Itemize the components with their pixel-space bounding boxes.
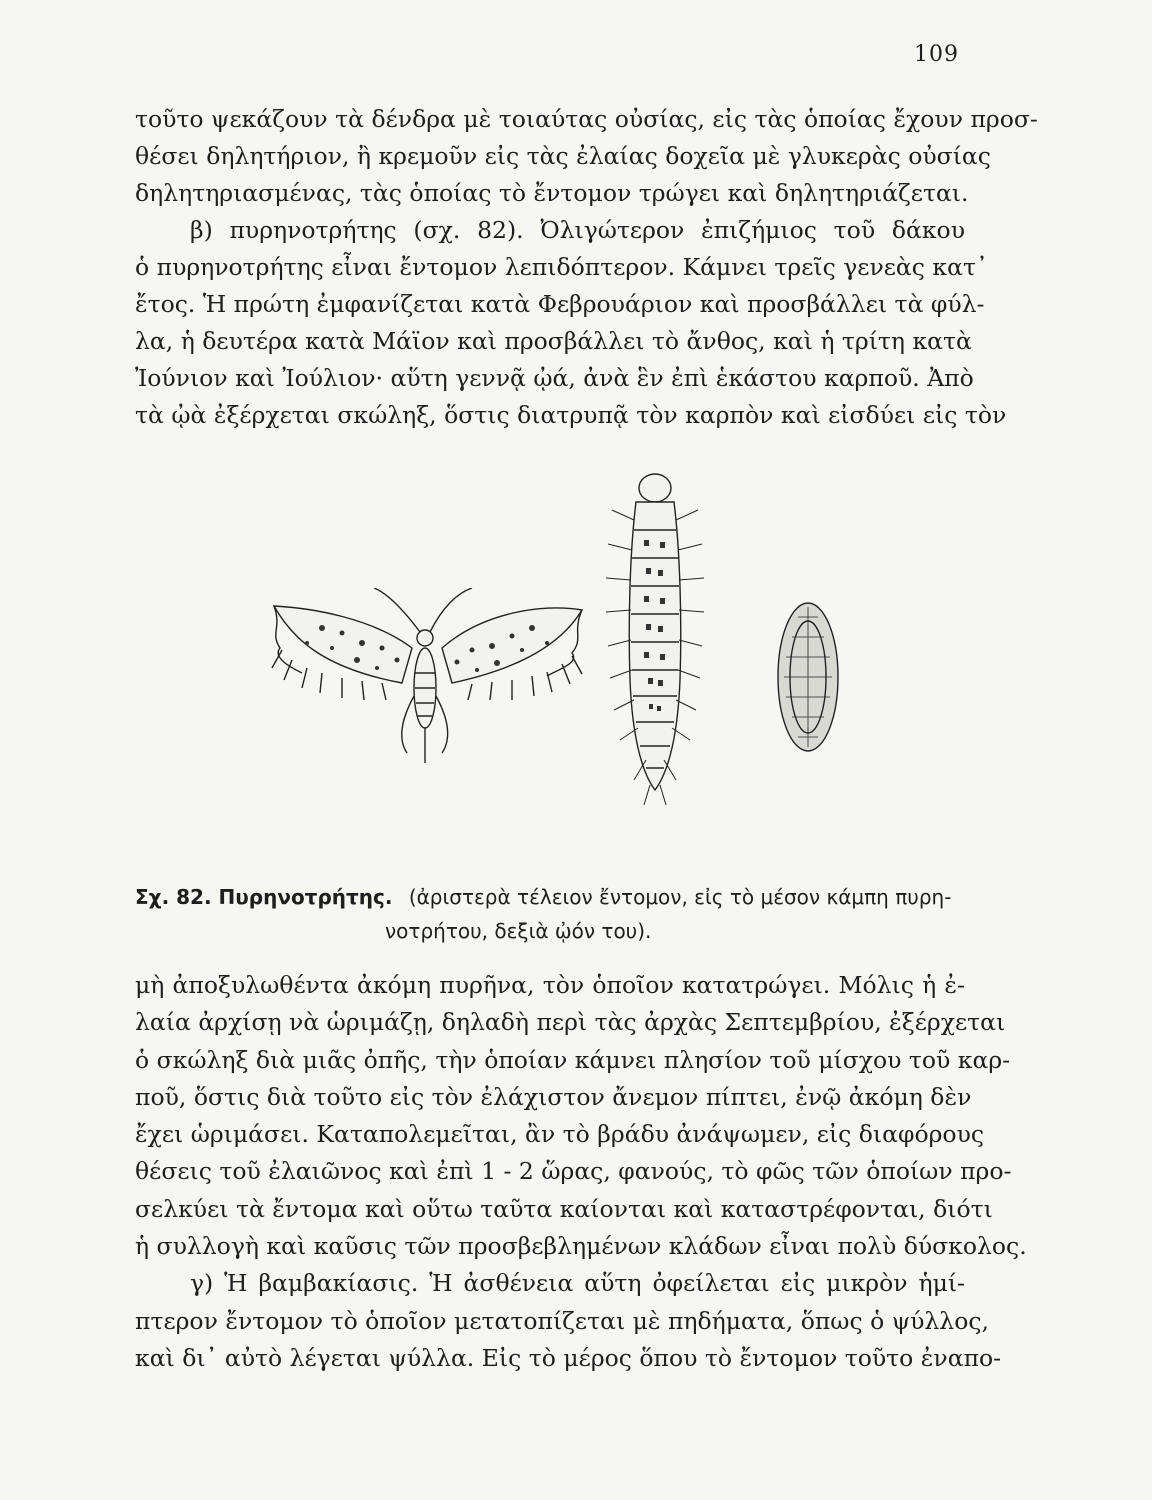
text-line: ποῦ, ὅστις διὰ τοῦτο εἰς τὸν ἐλάχιστον ἄνεμον πίπτει, ἐνῷ ἀκόμη δὲν xyxy=(135,1082,972,1111)
text-line: θέσεις τοῦ ἐλαιῶνος καὶ ἐπὶ 1 - 2 ὥρας, φανούς, τὸ φῶς τῶν ὁποίων προ- xyxy=(135,1157,1012,1186)
caption-label: Σχ. 82. Πυρηνοτρήτης. xyxy=(135,885,393,909)
text-line: μὴ ἀποξυλωθέντα ἀκόμη πυρῆνα, τὸν ὁποῖον κατατρώγει. Μόλις ἡ ἐ- xyxy=(135,971,965,999)
moth-illustration xyxy=(262,588,592,788)
page-number: 109 xyxy=(914,42,959,67)
text-line: β) πυρηνοτρήτης (σχ. 82). Ὀλιγώτερον ἐπιζήμιος τοῦ δάκου xyxy=(190,216,965,244)
top-paragraph xyxy=(135,101,1038,434)
text-line: ἡ συλλογὴ καὶ καῦσις τῶν προσβεβλημένων κλάδων εἶναι πολὺ δύσκολος. xyxy=(135,1232,1027,1261)
text-line: θέσει δηλητήριον, ἢ κρεμοῦν εἰς τὰς ἐλαίας δοχεῖα μὲ γλυκερὰς οὐσίας xyxy=(135,142,991,170)
larva-illustration xyxy=(600,470,710,810)
text-line: πτερον ἔντομον τὸ ὁποῖον μετατοπίζεται μὲ πηδήματα, ὅπως ὁ ψύλλος, xyxy=(135,1306,989,1335)
bottom-paragraph xyxy=(135,967,1027,1377)
text-line: γ) Ἡ βαμβακίασις. Ἡ ἀσθένεια αὕτη ὀφείλεται εἰς μικρὸν ἡμί- xyxy=(190,1269,965,1298)
text-line: λα, ἡ δευτέρα κατὰ Μάϊον καὶ προσβάλλει τὸ ἄνθος, καὶ ἡ τρίτη κατὰ xyxy=(135,327,972,355)
text-line: ἔχει ὡριμάσει. Καταπολεμεῖται, ἂν τὸ βράδυ ἀνάψωμεν, εἰς διαφόρους xyxy=(135,1120,985,1149)
text-line: ἔτος. Ἡ πρώτη ἐμφανίζεται κατὰ Φεβρουάριον καὶ προσβάλλει τὰ φύλ- xyxy=(135,290,985,318)
caption-text: (ἀριστερὰ τέλειον ἔντομον, εἰς τὸ μέσον κάμπη πυρη- xyxy=(408,885,952,909)
text-line: τὰ ᾠὰ ἐξέρχεται σκώληξ, ὅστις διατρυπᾷ τὸν καρπὸν καὶ εἰσδύει εἰς τὸν xyxy=(135,401,1007,429)
text-line: καὶ δι᾽ αὐτὸ λέγεται ψύλλα. Εἰς τὸ μέρος ὅπου τὸ ἔντομον τοῦτο ἐναπο- xyxy=(135,1343,1002,1372)
caption-text-line2: νοτρήτου, δεξιὰ ᾠόν του). xyxy=(385,919,652,943)
figure-caption xyxy=(135,880,965,948)
text-line: σελκύει τὰ ἔντομα καὶ οὕτω ταῦτα καίονται καὶ καταστρέφονται, διότι xyxy=(135,1194,993,1223)
text-line: δηλητηριασμένας, τὰς ὁποίας τὸ ἔντομον τρώγει καὶ δηλητηριάζεται. xyxy=(135,179,969,207)
text-line: ὁ σκώληξ διὰ μιᾶς ὀπῆς, τὴν ὁποίαν κάμνει πλησίον τοῦ μίσχου τοῦ καρ- xyxy=(135,1045,1011,1074)
text-line: Ἰούνιον καὶ Ἰούλιον· αὕτη γεννᾷ ᾠά, ἀνὰ ἓν ἐπὶ ἑκάστου καρποῦ. Ἀπὸ xyxy=(135,364,974,392)
text-line: ὁ πυρηνοτρήτης εἶναι ἔντομον λεπιδόπτερον. Κάμνει τρεῖς γενεὰς κατ᾽ xyxy=(135,253,988,281)
text-line: τοῦτο ψεκάζουν τὰ δένδρα μὲ τοιαύτας οὐσίας, εἰς τὰς ὁποίας ἔχουν προσ- xyxy=(135,105,1038,133)
egg-illustration xyxy=(772,597,844,757)
text-line: λαία ἀρχίσῃ νὰ ὡριμάζῃ, δηλαδὴ περὶ τὰς ἀρχὰς Σεπτεμβρίου, ἐξέρχεται xyxy=(135,1008,1006,1037)
